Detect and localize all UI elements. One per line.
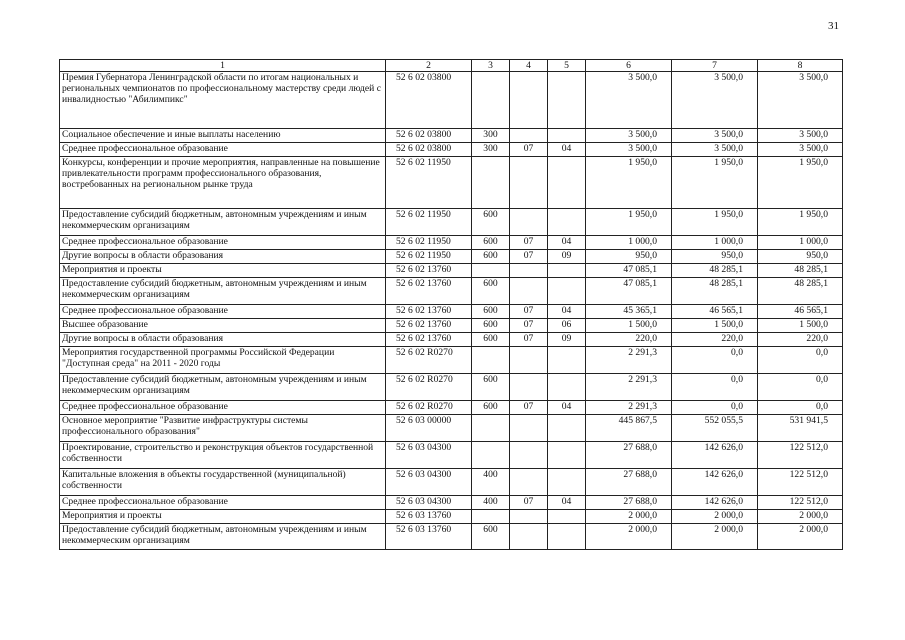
row-code: 52 6 02 13760 [386,278,472,305]
row-value-col8: 122 512,0 [758,496,843,510]
row-code: 52 6 02 13760 [386,305,472,319]
table-row [60,209,843,236]
row-value-col8: 48 285,1 [758,278,843,305]
row-col3: 600 [472,278,510,305]
row-col4 [510,264,548,278]
row-col4 [510,374,548,401]
row-col5 [548,347,586,374]
row-code: 52 6 02 11950 [386,250,472,264]
row-col5 [548,278,586,305]
row-code: 52 6 02 13760 [386,264,472,278]
table-row [60,264,843,278]
column-header: 2 [386,60,472,72]
table-row [60,143,843,157]
row-code: 52 6 02 R0270 [386,347,472,374]
row-value-col6: 3 500,0 [586,72,672,129]
row-value-col6: 27 688,0 [586,496,672,510]
row-value-col7: 3 500,0 [672,72,758,129]
row-value-col7: 1 000,0 [672,236,758,250]
row-col5 [548,264,586,278]
row-col5 [548,442,586,469]
row-code: 52 6 02 R0270 [386,374,472,401]
row-name: Основное мероприятие "Развитие инфраструктуры системы профессионального образования" [60,415,386,442]
row-value-col6: 47 085,1 [586,278,672,305]
row-value-col7: 142 626,0 [672,496,758,510]
row-value-col8: 3 500,0 [758,143,843,157]
row-value-col6: 2 291,3 [586,347,672,374]
row-code: 52 6 03 04300 [386,496,472,510]
table-row [60,524,843,550]
row-value-col6: 47 085,1 [586,264,672,278]
row-col5: 09 [548,250,586,264]
row-name: Среднее профессиональное образование [60,305,386,319]
row-col4 [510,442,548,469]
table-row [60,415,843,442]
row-value-col6: 2 291,3 [586,401,672,415]
row-name: Капитальные вложения в объекты государственной (муниципальной) собственности [60,469,386,496]
row-value-col8: 122 512,0 [758,442,843,469]
table-row [60,510,843,524]
row-name: Предоставление субсидий бюджетным, автономным учреждениям и иным некоммерческим организациям [60,524,386,550]
table-row [60,333,843,347]
table-row [60,157,843,209]
column-header: 6 [586,60,672,72]
table-row [60,236,843,250]
row-col3: 600 [472,524,510,550]
row-col3: 600 [472,236,510,250]
row-col4 [510,72,548,129]
row-name: Конкурсы, конференции и прочие мероприятия, направленные на повышение привлекательности программ профессионального образования, востребованных на региональном рынке труда [60,157,386,209]
row-value-col6: 220,0 [586,333,672,347]
row-col4: 07 [510,236,548,250]
row-value-col7: 2 000,0 [672,510,758,524]
row-value-col7: 1 500,0 [672,319,758,333]
row-col5: 04 [548,143,586,157]
row-col5 [548,72,586,129]
row-value-col6: 27 688,0 [586,469,672,496]
row-col4 [510,415,548,442]
row-value-col7: 950,0 [672,250,758,264]
row-value-col8: 220,0 [758,333,843,347]
row-col4: 07 [510,401,548,415]
row-name: Другие вопросы в области образования [60,333,386,347]
row-code: 52 6 02 11950 [386,157,472,209]
row-col5 [548,209,586,236]
row-col5 [548,129,586,143]
column-header: 3 [472,60,510,72]
table-row [60,401,843,415]
row-col5 [548,415,586,442]
row-name: Другие вопросы в области образования [60,250,386,264]
row-code: 52 6 02 03800 [386,72,472,129]
row-col3 [472,510,510,524]
row-name: Проектирование, строительство и реконструкция объектов государственной собственности [60,442,386,469]
row-code: 52 6 02 11950 [386,209,472,236]
row-value-col6: 3 500,0 [586,129,672,143]
row-col5 [548,374,586,401]
row-col3 [472,264,510,278]
row-value-col8: 0,0 [758,401,843,415]
row-col3: 600 [472,333,510,347]
table-row [60,72,843,129]
row-col5 [548,469,586,496]
row-col3 [472,157,510,209]
row-value-col8: 950,0 [758,250,843,264]
row-value-col8: 3 500,0 [758,129,843,143]
row-value-col6: 445 867,5 [586,415,672,442]
row-name: Среднее профессиональное образование [60,496,386,510]
row-col4 [510,129,548,143]
row-value-col7: 1 950,0 [672,209,758,236]
row-value-col7: 0,0 [672,347,758,374]
row-name: Социальное обеспечение и иные выплаты населению [60,129,386,143]
row-col4 [510,278,548,305]
row-name: Предоставление субсидий бюджетным, автономным учреждениям и иным некоммерческим организациям [60,278,386,305]
row-value-col7: 2 000,0 [672,524,758,550]
row-value-col8: 2 000,0 [758,510,843,524]
row-value-col8: 0,0 [758,347,843,374]
row-value-col7: 0,0 [672,401,758,415]
row-value-col6: 2 000,0 [586,510,672,524]
row-col5: 04 [548,496,586,510]
row-value-col8: 48 285,1 [758,264,843,278]
row-col5 [548,157,586,209]
row-value-col8: 122 512,0 [758,469,843,496]
row-col3: 600 [472,305,510,319]
row-name: Среднее профессиональное образование [60,236,386,250]
row-col4 [510,347,548,374]
row-col5: 04 [548,305,586,319]
column-number-row [60,60,843,72]
row-value-col8: 1 500,0 [758,319,843,333]
row-col5: 04 [548,401,586,415]
row-value-col8: 0,0 [758,374,843,401]
row-value-col6: 45 365,1 [586,305,672,319]
row-code: 52 6 02 13760 [386,333,472,347]
row-value-col6: 2 291,3 [586,374,672,401]
table-row [60,305,843,319]
row-col4: 07 [510,305,548,319]
row-code: 52 6 03 13760 [386,510,472,524]
row-value-col7: 48 285,1 [672,264,758,278]
table-row [60,250,843,264]
column-header: 1 [60,60,386,72]
row-value-col8: 2 000,0 [758,524,843,550]
row-col5: 06 [548,319,586,333]
row-col4: 07 [510,319,548,333]
row-name: Премия Губернатора Ленинградской области по итогам национальных и региональных чемпионатов по профессиональному мастерству среди людей с инвалидностью "Абилимпикс" [60,72,386,129]
table-row [60,278,843,305]
row-col4 [510,209,548,236]
row-value-col6: 27 688,0 [586,442,672,469]
row-value-col8: 531 941,5 [758,415,843,442]
row-value-col6: 950,0 [586,250,672,264]
row-value-col8: 1 950,0 [758,209,843,236]
row-col3: 300 [472,143,510,157]
row-value-col7: 220,0 [672,333,758,347]
page-number: 31 [828,20,839,32]
row-col3: 300 [472,129,510,143]
row-value-col8: 1 950,0 [758,157,843,209]
row-col5 [548,510,586,524]
row-name: Предоставление субсидий бюджетным, автономным учреждениям и иным некоммерческим организациям [60,209,386,236]
row-value-col6: 3 500,0 [586,143,672,157]
row-code: 52 6 03 04300 [386,469,472,496]
row-col3: 400 [472,496,510,510]
row-name: Мероприятия и проекты [60,510,386,524]
row-col3: 400 [472,469,510,496]
row-value-col8: 1 000,0 [758,236,843,250]
row-code: 52 6 02 03800 [386,129,472,143]
table-row [60,496,843,510]
row-col3: 600 [472,209,510,236]
row-value-col6: 1 950,0 [586,209,672,236]
row-col3 [472,72,510,129]
table-row [60,129,843,143]
row-value-col7: 46 565,1 [672,305,758,319]
row-col4 [510,510,548,524]
row-col5: 09 [548,333,586,347]
table-row [60,374,843,401]
row-col3 [472,347,510,374]
row-value-col6: 2 000,0 [586,524,672,550]
row-col3: 600 [472,250,510,264]
row-value-col7: 3 500,0 [672,143,758,157]
row-col5: 04 [548,236,586,250]
row-value-col7: 142 626,0 [672,469,758,496]
row-value-col7: 552 055,5 [672,415,758,442]
row-name: Среднее профессиональное образование [60,143,386,157]
row-value-col7: 1 950,0 [672,157,758,209]
row-col4: 07 [510,333,548,347]
row-name: Предоставление субсидий бюджетным, автономным учреждениям и иным некоммерческим организациям [60,374,386,401]
row-code: 52 6 02 13760 [386,319,472,333]
row-col3: 600 [472,319,510,333]
row-col4 [510,157,548,209]
row-value-col7: 142 626,0 [672,442,758,469]
row-code: 52 6 03 04300 [386,442,472,469]
column-header: 7 [672,60,758,72]
row-code: 52 6 02 11950 [386,236,472,250]
row-col4: 07 [510,250,548,264]
column-header: 4 [510,60,548,72]
row-code: 52 6 02 R0270 [386,401,472,415]
row-value-col6: 1 000,0 [586,236,672,250]
row-col3 [472,442,510,469]
budget-table [59,59,843,550]
row-col4: 07 [510,496,548,510]
row-col4: 07 [510,143,548,157]
row-name: Мероприятия и проекты [60,264,386,278]
table-row [60,319,843,333]
row-col3: 600 [472,374,510,401]
row-value-col7: 48 285,1 [672,278,758,305]
table-row [60,469,843,496]
row-col3: 600 [472,401,510,415]
row-value-col8: 3 500,0 [758,72,843,129]
row-name: Мероприятия государственной программы Российской Федерации "Доступная среда" на 2011 - 2020 годы [60,347,386,374]
row-code: 52 6 02 03800 [386,143,472,157]
row-code: 52 6 03 13760 [386,524,472,550]
column-header: 5 [548,60,586,72]
row-name: Высшее образование [60,319,386,333]
row-name: Среднее профессиональное образование [60,401,386,415]
table-row [60,347,843,374]
table-row [60,442,843,469]
row-col5 [548,524,586,550]
row-col4 [510,524,548,550]
column-header: 8 [758,60,843,72]
row-code: 52 6 03 00000 [386,415,472,442]
row-col3 [472,415,510,442]
row-value-col8: 46 565,1 [758,305,843,319]
row-value-col6: 1 950,0 [586,157,672,209]
row-value-col7: 0,0 [672,374,758,401]
row-col4 [510,469,548,496]
row-value-col7: 3 500,0 [672,129,758,143]
row-value-col6: 1 500,0 [586,319,672,333]
